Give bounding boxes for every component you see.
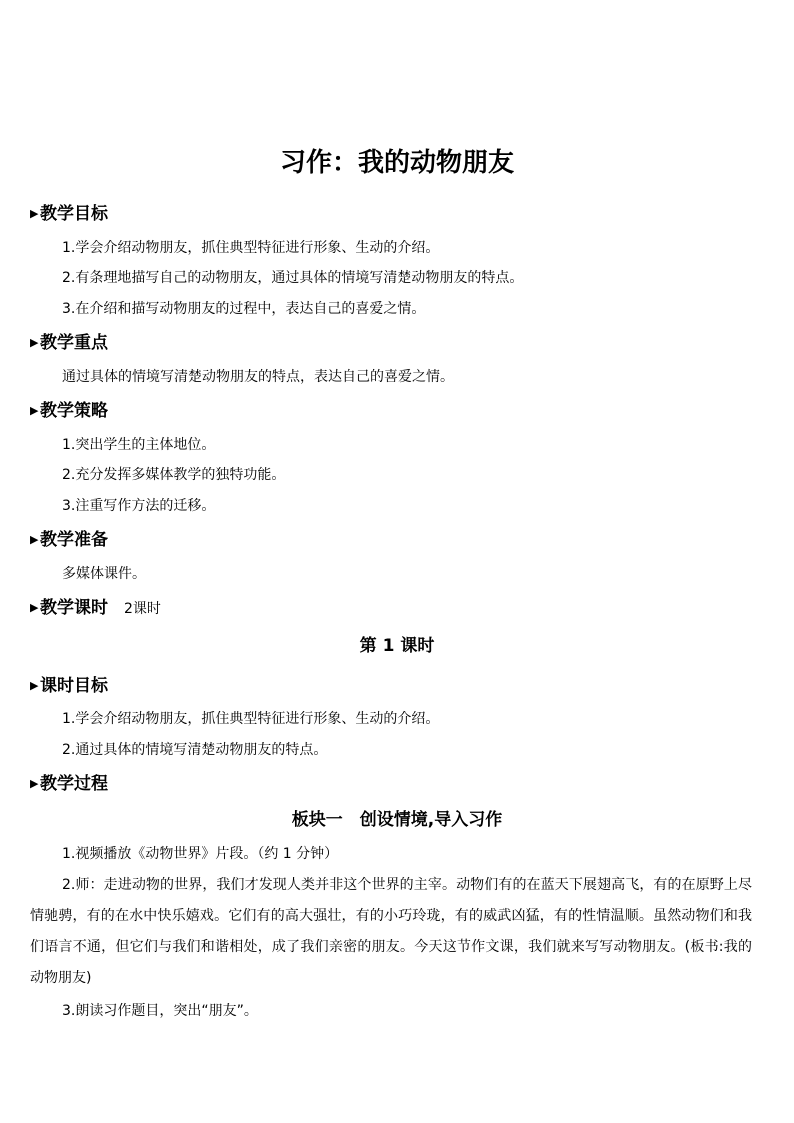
triangle-bullet-icon: ▶ [30,207,39,220]
process-step-1: 1.视频播放《动物世界》片段。（约 1 分钟） [62,846,339,862]
list-item: 1.学会介绍动物朋友，抓住典型特征进行形象、生动的介绍。 [62,711,440,727]
triangle-bullet-icon: ▶ [30,404,39,417]
block-title: 板块一 创设情境,导入习作 [291,810,503,830]
triangle-bullet-icon: ▶ [30,336,39,349]
section-heading-label: 教学策略 [40,401,108,421]
section-heading-hours [30,597,161,620]
process-step-3: 3.朗读习作题目，突出“朋友”。 [62,1003,258,1019]
section-heading-process [30,773,108,795]
lesson-title: 第 1 课时 [359,636,435,656]
section-heading-goals [30,203,108,225]
hours-value: 2课时 [124,601,161,617]
process-step-2: 2.师：走进动物的世界，我们才发现人类并非这个世界的主宰。动物们有的在蓝天下展翅高飞，有的在原野上尽情驰骋，有的在水中快乐嬉戏。它们有的高大强壮，有的小巧玲珑，有的威武凶猛，有的性情温顺。虽然动物们和我们语言不通，但它们与我们和谐相处，成了我们亲密的朋友。今天这节作文课，我们就来写写动物朋友。(板书:我的动物朋友) [30,877,752,986]
list-item: 2.通过具体的情境写清楚动物朋友的特点。 [62,742,328,758]
body-text: 多媒体课件。 [62,566,146,582]
body-text: 通过具体的情境写清楚动物朋友的特点，表达自己的喜爱之情。 [62,369,454,385]
list-item: 3.在介绍和描写动物朋友的过程中，表达自己的喜爱之情。 [62,301,426,317]
section-heading-lesson-goals [30,675,108,697]
triangle-bullet-icon: ▶ [30,601,39,614]
section-heading-focus [30,332,108,354]
triangle-bullet-icon: ▶ [30,777,39,790]
list-item: 2.有条理地描写自己的动物朋友，通过具体的情境写清楚动物朋友的特点。 [62,270,524,286]
list-item: 1.突出学生的主体地位。 [62,437,216,453]
section-heading-strategy [30,400,108,422]
triangle-bullet-icon: ▶ [30,533,39,546]
section-heading-label: 教学课时 [40,598,108,618]
section-heading-label: 教学准备 [40,530,108,550]
list-item: 3.注重写作方法的迁移。 [62,498,216,514]
list-item: 2.充分发挥多媒体教学的独特功能。 [62,467,286,483]
triangle-bullet-icon: ▶ [30,679,39,692]
section-heading-label: 课时目标 [40,676,108,696]
section-heading-label: 教学目标 [40,204,108,224]
section-heading-prep [30,529,108,551]
list-item: 1.学会介绍动物朋友，抓住典型特征进行形象、生动的介绍。 [62,240,440,256]
section-heading-label: 教学过程 [40,774,108,794]
page-title: 习作：我的动物朋友 [279,148,514,178]
section-heading-label: 教学重点 [40,333,108,353]
